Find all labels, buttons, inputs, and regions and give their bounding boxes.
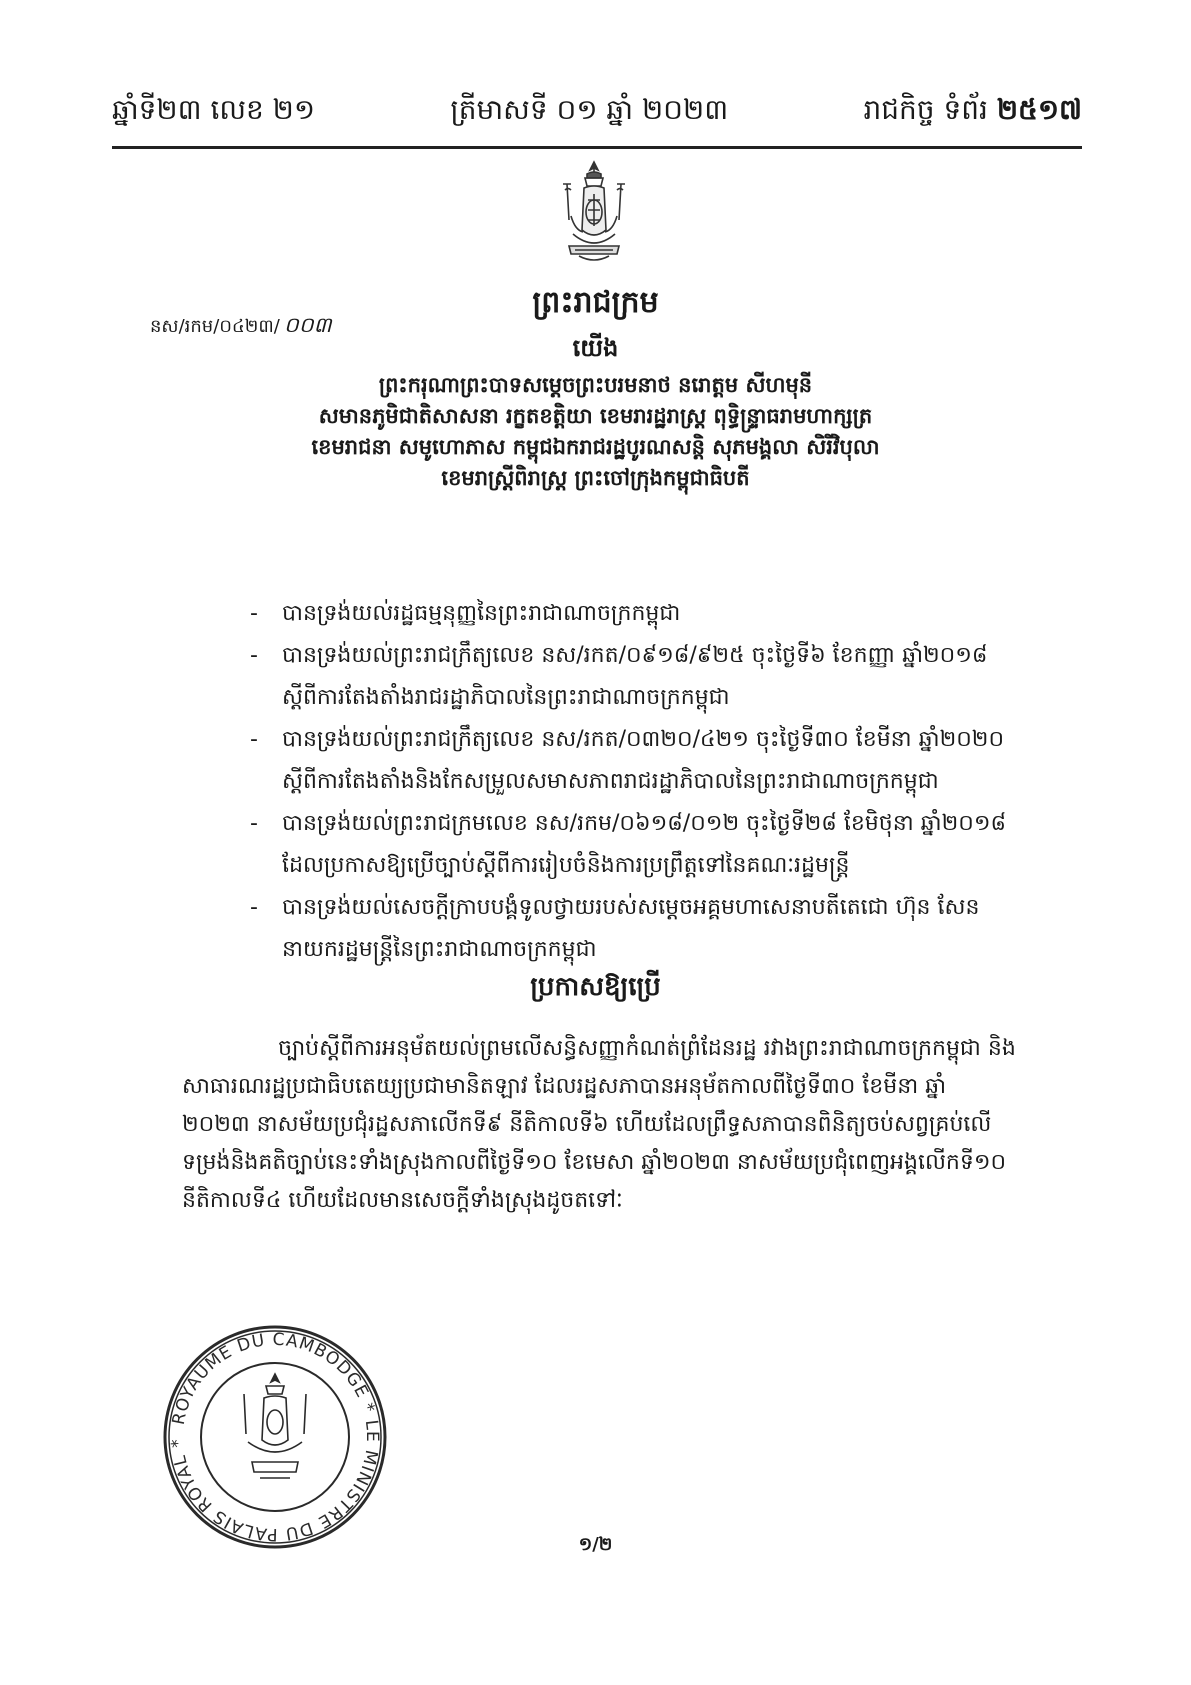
royal-title-line: ខេមរាជនា សមូហោភាស កម្ពុជឯករាជរដ្ឋបូរណសន្តិ សុភមង្គលា សិរីវិបុលា <box>311 435 880 459</box>
royal-palace-seal-icon <box>160 1322 390 1552</box>
proclaim-heading: ប្រកាសឱ្យប្រើ <box>530 972 661 1002</box>
preamble-line: ស្តីពីការតែងតាំងរាជរដ្ឋាភិបាលនៃព្រះរាជាណាចក្រកម្ពុជា <box>282 685 730 710</box>
preamble-item <box>250 593 1040 635</box>
preamble-line: - បានទ្រង់យល់សេចក្តីក្រាបបង្គំទូលថ្វាយរបស់សម្តេចអគ្គមហាសេនាបតីតេជោ ហ៊ុន សែន <box>282 895 980 920</box>
header-page-ref <box>863 92 1082 133</box>
royal-title-line: សមានភូមិជាតិសាសនា រក្ខតខត្តិយា ខេមរារដ្ឋរាស្ត្រ ពុទ្ធិន្ទ្រាធរាមហាក្សត្រ <box>318 404 873 428</box>
page-number: ១/២ <box>578 1534 613 1555</box>
seal-text: ROYAUME DU CAMBODGE * LE MINISTRE DU PALAIS ROYAL * <box>167 1329 383 1545</box>
preamble-line: ដែលប្រកាសឱ្យប្រើច្បាប់ស្តីពីការរៀបចំនិងការប្រព្រឹត្តទៅនៃគណៈរដ្ឋមន្ត្រី <box>282 853 850 878</box>
header-quarter: ត្រីមាសទី ០១ ឆ្នាំ ២០២៣ <box>450 92 729 126</box>
preamble-line: - បានទ្រង់យល់ព្រះរាជក្រឹត្យលេខ នស/រកត/០៩១៨/៩២៥ ចុះថ្ងៃទី៦ ខែកញ្ញា ឆ្នាំ២០១៨ <box>282 643 988 668</box>
decree-we: យើង <box>572 334 619 362</box>
preamble-item <box>250 887 1040 971</box>
preamble-line: ស្តីពីការតែងតាំងនិងកែសម្រួលសមាសភាពរាជរដ្ឋាភិបាលនៃព្រះរាជាណាចក្រកម្ពុជា <box>282 769 939 794</box>
royal-crest-icon <box>557 160 631 272</box>
preamble-list <box>250 593 1040 971</box>
royal-titles <box>0 370 1191 494</box>
header-page-number: ២៥១៧ <box>996 92 1082 126</box>
header-rule <box>112 146 1082 149</box>
body-text: ច្បាប់ស្តីពីការអនុម័តយល់ព្រមលើសន្ធិសញ្ញាកំណត់ព្រំដែនរដ្ឋ រវាងព្រះរាជាណាចក្រកម្ពុជា និងសាធារណរដ្ឋប្រជាធិបតេយ្យប្រជាមានិតឡាវ ដែលរដ្ឋសភាបានអនុម័តកាលពីថ្ងៃទី៣០ ខែមីនា ឆ្នាំ ២០២៣ នាសម័យប្រជុំរដ្ឋសភាលើកទី៩ នីតិកាលទី៦ ហើយដែលព្រឹទ្ធសភាបានពិនិត្យចប់សព្វគ្រប់លើ ទម្រង់និងគតិច្បាប់នេះទាំងស្រុងកាលពីថ្ងៃទី១០ ខែមេសា ឆ្នាំ២០២៣ នាសម័យប្រជុំពេញអង្គលើកទី១០ នីតិកាលទី៤ ហើយដែលមានសេចក្តីទាំងស្រុងដូចតទៅៈ <box>182 1036 1016 1213</box>
decree-reference-printed: នស/រកម/០៤២៣/ <box>150 316 280 337</box>
body-paragraph <box>182 1030 1017 1220</box>
header-year-issue: ឆ្នាំទី២៣ លេខ ២១ <box>112 92 316 126</box>
preamble-item <box>250 719 1040 803</box>
preamble-item <box>250 635 1040 719</box>
preamble-line: - បានទ្រង់យល់ព្រះរាជក្រឹត្យលេខ នស/រកត/០៣២០/៤២១ ចុះថ្ងៃទី៣០ ខែមីនា ឆ្នាំ២០២០ <box>282 727 1005 752</box>
preamble-line: នាយករដ្ឋមន្ត្រីនៃព្រះរាជាណាចក្រកម្ពុជា <box>282 937 597 962</box>
decree-title: ព្រះរាជក្រម <box>532 285 659 320</box>
royal-title-line: ខេមរាស្ត្រីពិរាស្ត្រ ព្រះចៅក្រុងកម្ពុជាធិបតី <box>441 466 750 490</box>
decree-reference-handwritten: ០០៣ <box>283 313 332 337</box>
preamble-line: - បានទ្រង់យល់ព្រះរាជក្រមលេខ នស/រកម/០៦១៨/០១២ ចុះថ្ងៃទី២៨ ខែមិថុនា ឆ្នាំ២០១៨ <box>282 811 1007 836</box>
header-page-label: រាជកិច្ច ទំព័រ <box>863 92 988 126</box>
gazette-header <box>112 88 1082 136</box>
preamble-item <box>250 803 1040 887</box>
preamble-line: - បានទ្រង់យល់រដ្ឋធម្មនុញ្ញនៃព្រះរាជាណាចក្រកម្ពុជា <box>282 601 681 626</box>
royal-title-line: ព្រះករុណាព្រះបាទសម្តេចព្រះបរមនាថ នរោត្តម សីហមុនី <box>378 373 813 397</box>
